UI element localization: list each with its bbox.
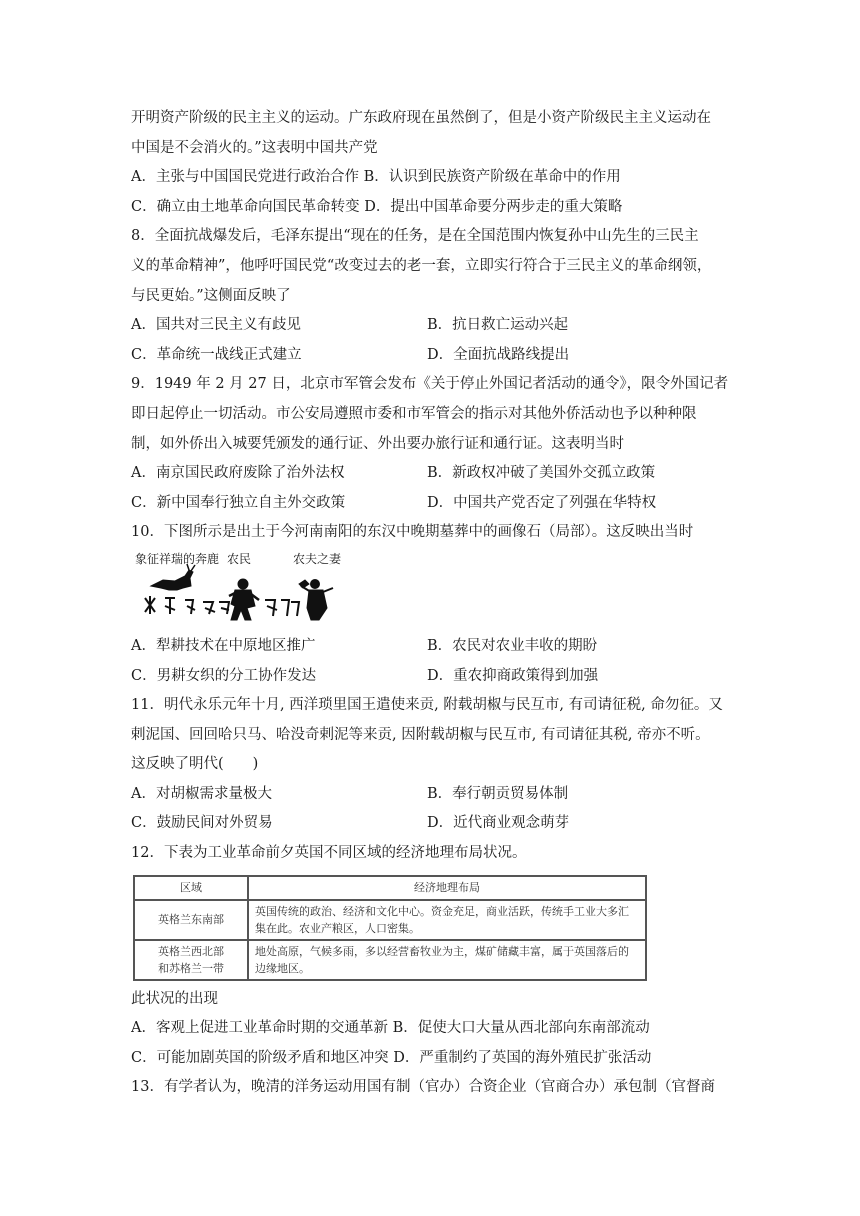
q8-options-row <box>131 341 731 371</box>
q7-option-line: A．主张与中国国民党进行政治合作 B．认识到民族资产阶级在革命中的作用 <box>131 169 621 186</box>
q10-options-row <box>131 632 731 662</box>
region-name: 英格兰东南部 <box>158 913 224 927</box>
exam-page <box>131 104 731 1103</box>
q9-stem-line: 9．1949 年 2 月 27 日，北京市军管会发布《关于停止外国记者活动的通令》，限令外国记者 <box>131 376 729 393</box>
q8-option-d: D．全面抗战路线提出 <box>427 346 570 363</box>
q11-option-d: D．近代商业观念萌芽 <box>427 815 570 832</box>
q10-option-d: D．重农抑商政策得到加强 <box>427 667 599 684</box>
table-cell-desc: 地处高原，气候多雨，多以经营畜牧业为主，煤矿储藏丰富，属于英国落后的边缘地区。 <box>248 940 646 980</box>
q10-options-row <box>131 662 731 692</box>
figure-label-wife: 农夫之妻 <box>293 551 342 566</box>
table-cell-region <box>134 900 248 940</box>
table-header-region: 区域 <box>134 876 248 900</box>
q9-option-b: B．新政权冲破了美国外交孤立政策 <box>427 465 656 482</box>
q9-stem-line: 即日起停止一切活动。市公安局遵照市委和市军管会的指示对其他外侨活动也予以种种限 <box>131 405 697 422</box>
q9-options-row <box>131 459 731 489</box>
q12-option-line: C．可能加剧英国的阶级矛盾和地区冲突 D．严重制约了英国的海外殖民扩张活动 <box>131 1049 652 1066</box>
q11-stem-line: 剌泥国、回回哈只马、哈没奇剌泥等来贡, 因附载胡椒与民互市, 有司请征其税, 帝亦不听。 <box>131 726 710 743</box>
region-name-line: 和苏格兰一带 <box>158 961 224 975</box>
q11-stem-line: 11．明代永乐元年十月, 西洋琐里国王遣使来贡, 附载胡椒与民互市, 有司请征税, 命勿征。又 <box>131 697 723 714</box>
q12-stem-line: 12．下表为工业革命前夕英国不同区域的经济地理布局状况。 <box>131 845 527 862</box>
q11-options-row <box>131 809 731 839</box>
q10-option-b: B．农民对农业丰收的期盼 <box>427 637 598 654</box>
q12-option-line: A．客观上促进工业革命时期的交通革新 B．促使大口大量从西北部向东南部流动 <box>131 1020 650 1037</box>
q8-stem-line: 8．全面抗战爆发后，毛泽东提出“现在的任务，是在全国范围内恢复孙中山先生的三民主 <box>131 228 699 245</box>
q7-stem-line: 开明资产阶级的民主主义的运动。广东政府现在虽然倒了，但是小资产阶级民主主义运动在 <box>131 110 711 126</box>
q8-option-a: A．国共对三民主义有歧见 <box>131 317 301 334</box>
relief-image <box>133 550 353 628</box>
table-row <box>134 900 646 940</box>
q11-option-b: B．奉行朝贡贸易体制 <box>427 785 569 802</box>
stone-relief-figure <box>133 550 353 628</box>
q10-option-a: A．犁耕技术在中原地区推广 <box>131 637 316 654</box>
q8-option-b: B．抗日救亡运动兴起 <box>427 317 569 334</box>
q9-option-a: A．南京国民政府废除了治外法权 <box>131 465 345 482</box>
q9-options-row <box>131 489 731 519</box>
q8-stem-line: 与民更始。”这侧面反映了 <box>131 287 291 304</box>
table-row <box>134 940 646 980</box>
q8-option-c: C．革命统一战线正式建立 <box>131 346 302 363</box>
q10-stem-line: 10．下图所示是出土于今河南南阳的东汉中晚期墓葬中的画像石（局部）。这反映出当时 <box>131 524 694 541</box>
q8-stem-line: 义的革命精神”，他呼吁国民党“改变过去的老一套，立即实行符合于三民主义的革命纲领， <box>131 257 712 274</box>
q9-stem-line: 制，如外侨出入城要凭颁发的通行证、外出要办旅行证和通行证。这表明当时 <box>131 435 624 452</box>
region-name-line: 英格兰西北部 <box>158 944 224 958</box>
table-header-row <box>134 876 646 900</box>
q9-option-d: D．中国共产党否定了列强在华特权 <box>427 494 657 511</box>
q12-after-text: 此状况的出现 <box>131 990 218 1007</box>
q11-option-c: C．鼓励民间对外贸易 <box>131 815 273 832</box>
q11-stem-line: 这反映了明代( ) <box>131 756 259 773</box>
q9-option-c: C．新中国奉行独立自主外交政策 <box>131 494 346 511</box>
q11-option-a: A．对胡椒需求量极大 <box>131 785 272 802</box>
q11-options-row <box>131 780 731 810</box>
table-cell-region <box>134 940 248 980</box>
q10-option-c: C．男耕女织的分工协作发达 <box>131 667 317 684</box>
economic-geography-table <box>133 875 647 981</box>
q13-stem-line: 13．有学者认为，晚清的洋务运动用国有制（官办）合资企业（官商合办）承包制（官督商 <box>131 1079 715 1096</box>
q7-option-line: C．确立由土地革命向国民革命转变 D．提出中国革命要分两步走的重大策略 <box>131 198 623 215</box>
q7-stem-line: 中国是不会消火的。”这表明中国共产党 <box>131 139 378 156</box>
figure-label-deer: 象征祥瑞的奔鹿 <box>135 551 220 566</box>
table-cell-desc: 英国传统的政治、经济和文化中心。资金充足，商业活跃，传统手工业大多汇集在此。农业产粮区，人口密集。 <box>248 900 646 940</box>
table-header-layout: 经济地理布局 <box>248 876 646 900</box>
figure-label-farmer: 农民 <box>227 551 252 566</box>
q8-options-row <box>131 311 731 341</box>
